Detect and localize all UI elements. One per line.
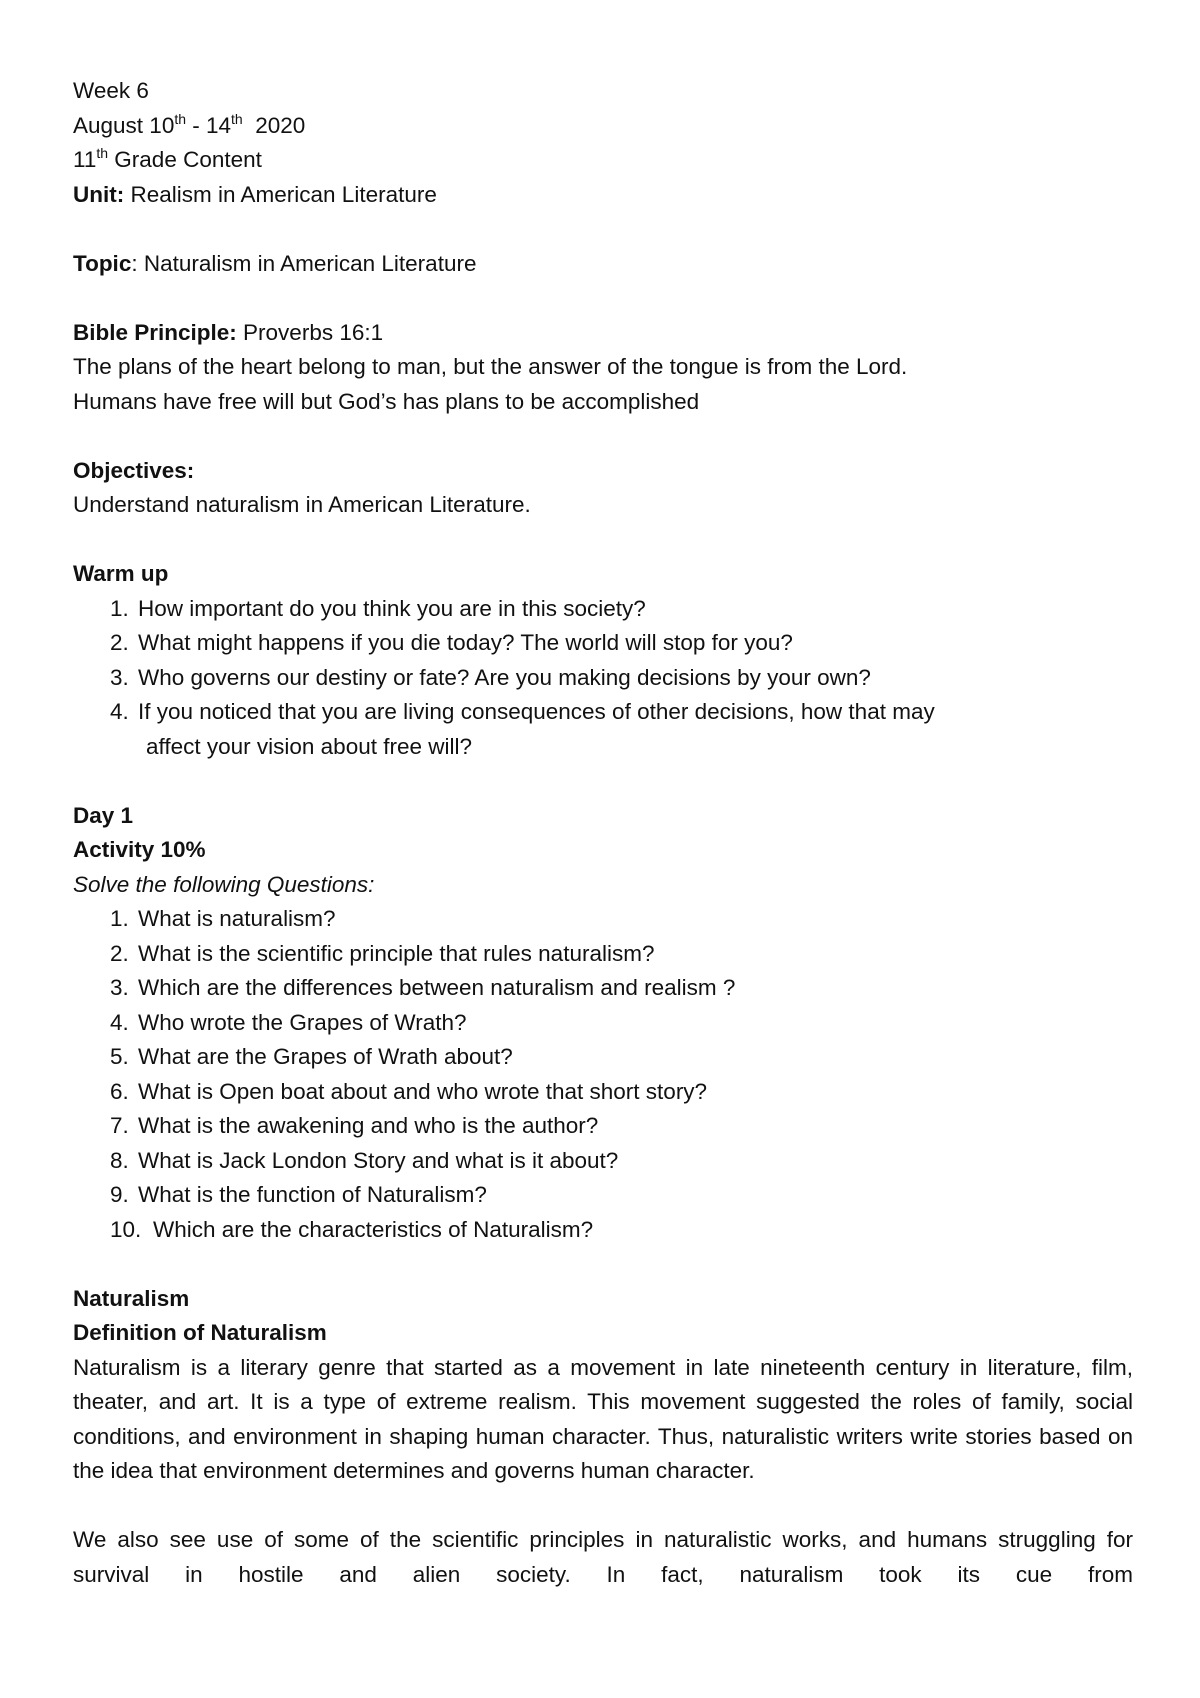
list-item: 3. Who governs our destiny or fate? Are you making decisions by your own? — [110, 664, 871, 690]
list-item: 8. What is Jack London Story and what is it about? — [110, 1147, 619, 1173]
unit-line — [73, 178, 1133, 213]
list-item: 5. What are the Grapes of Wrath about? — [110, 1044, 513, 1069]
unit-value: Realism in American Literature — [124, 181, 437, 207]
topic-label: Topic — [73, 250, 132, 276]
list-item: 7. What is the awakening and who is the author? — [110, 1113, 599, 1138]
list-item: 1. What is naturalism? — [110, 906, 336, 931]
list-item: 4. If you noticed that you are living consequences of other decisions, how that may affect your vision about free will? — [73, 695, 1133, 764]
bible-principle-line — [73, 316, 1133, 351]
day1-heading: Day 1 — [73, 802, 134, 828]
topic-line — [73, 247, 1133, 282]
document-page — [73, 74, 1133, 1592]
topic-value: : Naturalism in American Literature — [131, 250, 477, 276]
grade-line: 11th Grade Content — [73, 145, 262, 172]
list-item: 6. What is Open boat about and who wrote that short story? — [110, 1078, 708, 1104]
bible-principle-label: Bible Principle: — [73, 319, 237, 345]
list-item: 2. What is the scientific principle that rules naturalism? — [110, 940, 655, 966]
warm-up-heading: Warm up — [73, 561, 169, 586]
week-line: Week 6 — [73, 78, 149, 103]
unit-label: Unit: — [73, 181, 125, 207]
bible-explanation: Humans have free will but God’s has plans to be accomplished — [73, 388, 700, 414]
objectives-heading: Objectives: — [73, 457, 195, 483]
activity-question-list — [73, 902, 1133, 1247]
list-item: 2. What might happens if you die today? The world will stop for you? — [110, 630, 793, 655]
objectives-text: Understand naturalism in American Literature. — [73, 492, 531, 517]
bible-reference: Proverbs 16:1 — [236, 319, 384, 345]
list-item: 10. Which are the characteristics of Naturalism? — [110, 1216, 594, 1242]
definition-heading: Definition of Naturalism — [73, 1320, 327, 1345]
warm-up-list — [73, 592, 1133, 765]
list-item: 3. Which are the differences between naturalism and realism ? — [110, 975, 736, 1000]
activity-heading: Activity 10% — [73, 837, 206, 862]
science-paragraph: We also see use of some of the scientific principles in naturalistic works, and humans struggling for survival in hostile and alien society. In fact, naturalism took its cue from — [73, 1527, 1133, 1587]
list-item: 1. How important do you think you are in this society? — [110, 595, 646, 621]
list-item: 4. Who wrote the Grapes of Wrath? — [110, 1009, 467, 1035]
activity-instruction: Solve the following Questions: — [73, 871, 375, 897]
definition-paragraph: Naturalism is a literary genre that started as a movement in late nineteenth century in literature, film, theater, and art. It is a type of extreme realism. This movement suggested the roles of family, social conditions, and environment in shaping human character. Thus, naturalistic writers write stories based on the idea that environment determines and governs human character. — [73, 1354, 1133, 1483]
list-item: 9. What is the function of Naturalism? — [110, 1182, 487, 1207]
date-line: August 10th - 14th 2020 — [73, 110, 306, 138]
bible-verse: The plans of the heart belong to man, but the answer of the tongue is from the Lord. — [73, 354, 908, 379]
list-item-continuation: affect your vision about free will? — [146, 733, 473, 759]
naturalism-heading: Naturalism — [73, 1285, 190, 1311]
